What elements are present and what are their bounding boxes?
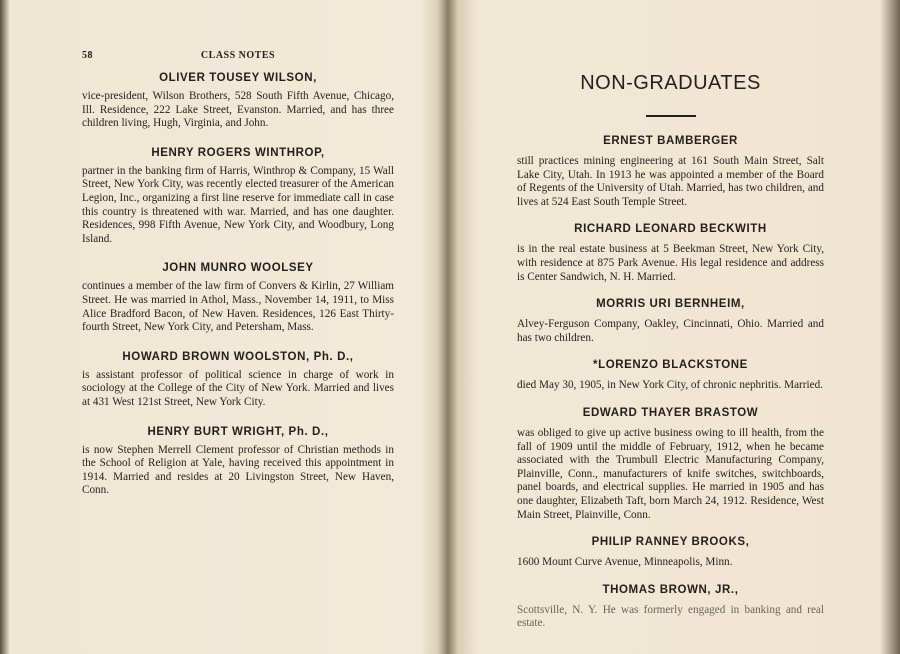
section-title: NON-GRADUATES — [580, 72, 761, 94]
entry-text: Scottsville, N. Y. He was formerly engaged in banking and real estate. — [517, 603, 824, 630]
entry-name: HENRY ROGERS WINTHROP, — [151, 146, 325, 159]
left-column — [82, 72, 394, 514]
entry-text: continues a member of the law firm of Convers & Kirlin, 27 William Street. He was married in Athol, Mass., November 14, 1911, to Miss Alice Bradford Bacon, of New Haven. Residences, 126 East Thirty-fourth Street, New York City, and Petersham, Mass. — [82, 280, 394, 334]
entry-text: died May 30, 1905, in New York City, of chronic nephritis. Married. — [517, 379, 823, 392]
entry — [517, 223, 824, 284]
title-rule — [646, 115, 696, 117]
entry — [82, 262, 394, 334]
entry-name: ERNEST BAMBERGER — [603, 135, 738, 147]
entry — [82, 426, 394, 498]
entry-name: THOMAS BROWN, JR., — [602, 583, 739, 596]
entry-name: HOWARD BROWN WOOLSTON, Ph. D., — [122, 350, 354, 363]
entry-name: OLIVER TOUSEY WILSON, — [159, 72, 317, 84]
entry-name: PHILIP RANNEY BROOKS, — [591, 536, 750, 549]
entry — [517, 407, 824, 522]
entry-text: 1600 Mount Curve Avenue, Minneapolis, Minn. — [517, 556, 733, 569]
page-number: 58 — [82, 50, 93, 61]
entry-text: is now Stephen Merrell Clement professor of Christian methods in the School of Religion at Yale, having received this appointment in 1914. Married and resides at 20 Livingston Street, New Haven, Conn. — [82, 443, 394, 497]
entry-name: EDWARD THAYER BRASTOW — [582, 406, 759, 419]
entry — [517, 584, 824, 631]
entry — [82, 72, 394, 131]
entry-text: is assistant professor of political science in charge of work in sociology at the College of the City of New York. Married and lives at 431 West 121st Street, New York City. — [82, 368, 394, 408]
running-head: CLASS NOTES — [200, 50, 276, 61]
entry-name: HENRY BURT WRIGHT, Ph. D., — [147, 425, 329, 438]
entry-name: JOHN MUNRO WOOLSEY — [162, 262, 314, 275]
entry — [82, 351, 394, 410]
entry-text: Alvey-Ferguson Company, Oakley, Cincinnati, Ohio. Married and has two children. — [517, 318, 824, 344]
left-page — [0, 0, 448, 654]
entry-name: MORRIS URI BERNHEIM, — [596, 298, 745, 311]
entry — [82, 147, 394, 247]
entry-name: *LORENZO BLACKSTONE — [593, 359, 748, 372]
entry-text: partner in the banking firm of Harris, Winthrop & Company, 15 Wall Street, New York City, was recently elected treasurer of the American Legion, Inc., organizing a first line reserve for immediate call in case this country is threatened with war. Married, and has one daughter. Residences, 998 Fifth Avenue, New York City, and Woodbury, Long Island. — [82, 164, 394, 245]
entry — [517, 536, 824, 570]
entry-text: still practices mining engineering at 161 South Main Street, Salt Lake City, Utah. In 1913 he was appointed a member of the Board of Regents of the University of Utah. Married, has two children, and lives at 524 East South Temple Street. — [517, 155, 824, 208]
entry — [517, 135, 824, 209]
entry-text: is in the real estate business at 5 Beekman Street, New York City, with residence at 875 Park Avenue. His legal residence and address is Center Sandwich, N. H. Married. — [517, 243, 824, 283]
entry — [517, 359, 824, 393]
right-column — [517, 68, 824, 645]
entry-text: was obliged to give up active business owing to ill health, from the fall of 1909 until the middle of February, 1912, when he became associated with the Trumbull Electric Manufacturing Company, Plainville, Conn., manufacturers of knife switches, switchboards, panel boards, and electrical supplies. He married in 1905 and has one daughter, Elizabeth Taft, born March 24, 1912. Residence, West Main Street, Plainville, Conn. — [517, 426, 824, 521]
entry — [517, 298, 824, 345]
entry-name: RICHARD LEONARD BECKWITH — [574, 223, 767, 236]
entry-text: vice-president, Wilson Brothers, 528 South Fifth Avenue, Chicago, Ill. Residence, 222 Lake Street, Evanston. Married, and has three children living, Hugh, Virginia, and John. — [82, 90, 394, 130]
right-page — [452, 0, 900, 654]
